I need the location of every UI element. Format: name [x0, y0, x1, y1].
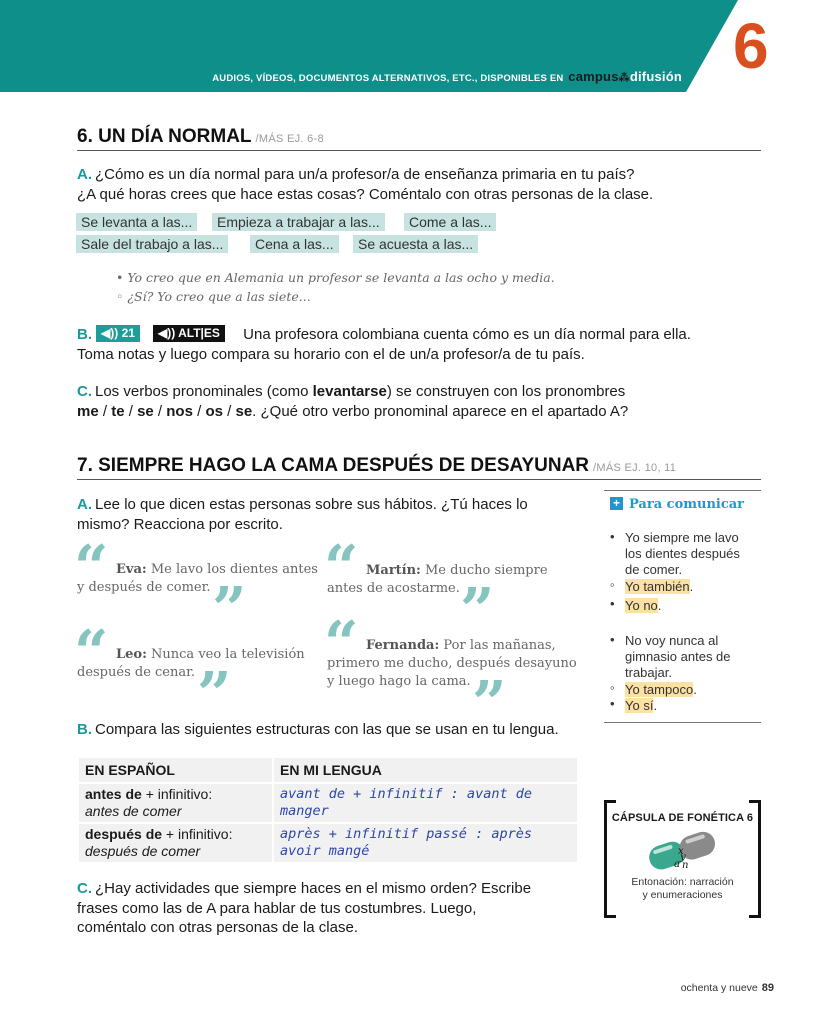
chip-levanta: Se levanta a las... — [76, 213, 197, 231]
quote-martin-l1: Me ducho siempre — [425, 563, 548, 578]
table-header-row — [79, 758, 577, 782]
comparison-table — [77, 756, 579, 864]
quote-martin-name: Martín: — [366, 563, 421, 578]
section-6-a-line1: ¿Cómo es un día normal para un/a profesor/a de enseñanza primaria en tu país? — [95, 166, 635, 183]
page-number: 89 — [761, 982, 774, 994]
plus-icon: + — [610, 497, 623, 510]
section-7-rule — [77, 479, 761, 480]
sidebar-statement-1 — [625, 530, 740, 578]
c-levantarse: levantarse — [312, 383, 387, 400]
section-7-a-line1: Lee lo que dicen estas personas sobre sus hábitos. ¿Tú haces lo — [95, 496, 528, 513]
quote-eva — [77, 561, 322, 597]
bullet-filled-icon: • — [610, 596, 615, 611]
close-quote-icon: ” — [212, 575, 247, 645]
bullet-hollow-icon: ◦ — [610, 577, 615, 592]
quote-eva-l2: y después de comer. — [77, 580, 211, 595]
quote-leo-name: Leo: — [116, 647, 147, 662]
table-cell-structure — [79, 784, 272, 822]
quote-fernanda-l1: Por las mañanas, — [443, 638, 556, 653]
page-number-words: ochenta y nueve — [680, 982, 758, 994]
open-quote-icon: “ — [324, 533, 359, 603]
close-quote-icon: ” — [197, 660, 232, 730]
s1-l1: Yo siempre me lavo — [625, 530, 739, 545]
section-7-a-line2: mismo? Reacciona por escrito. — [77, 515, 283, 533]
chip-come: Come a las... — [404, 213, 496, 231]
example-1 — [116, 270, 555, 285]
svg-text:y: y — [680, 852, 686, 863]
label-b-7: B. — [77, 721, 92, 738]
sidebar-response-2 — [625, 598, 661, 614]
sep: / — [98, 402, 112, 420]
quote-fernanda — [327, 637, 587, 691]
phonetics-capsule[interactable] — [604, 800, 761, 914]
sidebar-response-4 — [625, 698, 657, 714]
s2-l2: gimnasio antes de — [625, 649, 731, 664]
quote-fernanda-name: Fernanda: — [366, 638, 440, 653]
bullet-filled-icon: • — [116, 270, 124, 285]
r4: Yo sí — [625, 698, 654, 713]
table-header-espanol: EN ESPAÑOL — [79, 758, 272, 782]
quote-fernanda-l2: primero me ducho, después desayuno — [327, 656, 577, 671]
structure-example: antes de comer — [85, 803, 182, 819]
s1-l2: los dientes después — [625, 546, 740, 561]
quote-leo-l2: después de cenar. — [77, 665, 196, 680]
audio-track-number: 21 — [121, 326, 135, 340]
r3: Yo tampoco — [625, 682, 694, 697]
brand-difusion: difusión — [629, 69, 682, 84]
section-6-b-line2: Toma notas y luego compara su horario con el de un/a profesor/a de tu país. — [77, 345, 585, 363]
structure-bold: después de — [85, 826, 163, 842]
pronoun-te: te — [111, 402, 125, 420]
page-footer — [681, 982, 774, 994]
section-7-c-line2: frases como las de A para hablar de tus costumbres. Luego, — [77, 899, 477, 917]
r2: Yo no — [625, 598, 658, 613]
pronoun-se: se — [137, 402, 154, 420]
quote-eva-l1: Me lavo los dientes antes — [150, 562, 318, 577]
pronoun-me: me — [77, 402, 99, 420]
open-quote-icon: “ — [324, 609, 359, 679]
open-quote-icon: “ — [74, 533, 109, 603]
bullet-filled-icon: • — [610, 696, 615, 711]
chip-cena: Cena a las... — [250, 235, 339, 253]
section-7-b — [77, 720, 597, 740]
quote-fernanda-l3: y luego hago la cama. — [327, 674, 471, 689]
example-1-text: Yo creo que en Alemania un profesor se levanta a las ocho y media. — [127, 270, 555, 285]
c-text-2: . ¿Qué otro verbo pronominal aparece en el apartado A? — [252, 402, 629, 420]
chip-empieza: Empieza a trabajar a las... — [212, 213, 385, 231]
audio-alt-button[interactable] — [153, 325, 225, 342]
quote-leo-l1: Nunca veo la televisión — [151, 647, 305, 662]
unit-number: 6 — [733, 10, 769, 82]
s1-l3: de comer. — [625, 562, 683, 577]
capsule-subtitle — [604, 876, 761, 902]
bullet-hollow-icon: ◦ — [610, 680, 615, 695]
r2-end: . — [657, 598, 662, 613]
bullet-filled-icon: • — [610, 529, 615, 544]
section-6-title — [77, 126, 324, 148]
svg-text:x: x — [678, 846, 684, 857]
svg-text:a: a — [674, 859, 680, 870]
section-6-heading: 6. UN DÍA NORMAL — [77, 126, 252, 147]
section-6-a-line2: ¿A qué horas crees que hace estas cosas? Coméntalo con otras personas de la clase. — [77, 185, 654, 203]
example-2 — [116, 289, 311, 304]
structure-rest: + infinitivo: — [141, 786, 213, 802]
structure-rest: + infinitivo: — [162, 826, 233, 842]
section-7-ref: /MÁS EJ. 10, 11 — [593, 462, 677, 474]
structure-example: después de comer — [85, 843, 201, 859]
chip-sale: Sale del trabajo a las... — [76, 235, 228, 253]
table-header-mi-lengua: EN MI LENGUA — [274, 758, 577, 782]
s2-l1: No voy nunca al — [625, 633, 719, 648]
sidebar-title — [610, 497, 744, 512]
section-6-a — [77, 165, 767, 204]
r1: Yo también — [625, 579, 690, 594]
resources-banner[interactable] — [212, 69, 682, 84]
section-6-rule — [77, 150, 761, 151]
sidebar-statement-2 — [625, 633, 731, 681]
label-c: C. — [77, 383, 92, 400]
table-cell-my-language[interactable]: après + infinitif passé : après avoir mangé — [274, 824, 577, 862]
svg-text:n: n — [682, 860, 689, 871]
section-7-c-line3: coméntalo con otras personas de la clase. — [77, 919, 358, 936]
pronoun-os: os — [205, 402, 223, 420]
section-7-b-text: Compara las siguientes estructuras con las que se usan en tu lengua. — [95, 721, 559, 738]
open-quote-icon: “ — [74, 618, 109, 688]
header-band — [0, 0, 840, 92]
pronoun-se-2: se — [235, 402, 253, 420]
sidebar-bottom-rule — [604, 722, 761, 723]
close-quote-icon: ” — [460, 576, 495, 646]
banner-text: AUDIOS, VÍDEOS, DOCUMENTOS ALTERNATIVOS, ETC., DISPONIBLES EN — [212, 73, 564, 84]
audio-alt-label: ALT|ES — [178, 326, 220, 340]
section-6-b-line1: Una profesora colombiana cuenta cómo es un día normal para ella. — [243, 326, 691, 343]
bullet-hollow-icon: ◦ — [116, 289, 124, 304]
section-6-c — [77, 382, 777, 421]
section-7-c-line1: ¿Hay actividades que siempre haces en el mismo orden? Escribe — [95, 880, 532, 897]
capsule-sub2: y enumeraciones — [642, 889, 723, 901]
c-text-a: Los verbos pronominales (como — [95, 383, 309, 400]
s2-l3: trabajar. — [625, 665, 672, 680]
capsule-sub1: Entonación: narración — [631, 876, 734, 888]
quote-martin-l2: antes de acostarme. — [327, 581, 460, 596]
section-7-c — [77, 879, 597, 938]
section-7-heading: 7. SIEMPRE HAGO LA CAMA DESPUÉS DE DESAYUNAR — [77, 455, 590, 476]
table-cell-my-language[interactable]: avant de + infinitif : avant de manger — [274, 784, 577, 822]
audio-track-button[interactable] — [96, 325, 140, 342]
example-2-text: ¿Sí? Yo creo que a las siete... — [127, 289, 311, 304]
r4-end: . — [653, 698, 658, 713]
speaker-icon: ◀)) — [101, 326, 119, 340]
pronoun-nos: nos — [166, 402, 193, 420]
c-text-c: ) se construyen con los pronombres — [386, 383, 626, 400]
sidebar-title-text: Para comunicar — [629, 497, 745, 512]
sep: / — [222, 402, 236, 420]
sidebar-response-3 — [625, 682, 697, 698]
bullet-filled-icon: • — [610, 632, 615, 647]
quote-martin — [327, 562, 582, 598]
chip-acuesta: Se acuesta a las... — [353, 235, 478, 253]
section-6-ref: /MÁS EJ. 6-8 — [255, 133, 324, 145]
section-7-a — [77, 495, 597, 534]
brand-campus: campus — [568, 69, 619, 84]
quote-eva-name: Eva: — [116, 562, 147, 577]
r3-end: . — [693, 682, 697, 697]
close-quote-icon: ” — [472, 669, 507, 739]
label-a: A. — [77, 166, 92, 183]
structure-bold: antes de — [85, 786, 142, 802]
r1-end: . — [689, 579, 694, 594]
sidebar-response-1 — [625, 579, 693, 595]
table-row — [79, 784, 577, 822]
label-b: B. — [77, 326, 92, 343]
speaker-icon: ◀)) — [158, 326, 176, 340]
table-cell-structure — [79, 824, 272, 862]
sep: / — [124, 402, 138, 420]
table-row — [79, 824, 577, 862]
capsule-title: CÁPSULA DE FONÉTICA 6 — [611, 812, 754, 824]
pill-capsule-icon — [644, 828, 724, 872]
label-a-7: A. — [77, 496, 92, 513]
people-icon: ⁂ — [618, 72, 630, 84]
label-c-7: C. — [77, 880, 92, 897]
sidebar-top-rule — [604, 490, 761, 491]
sep: / — [192, 402, 206, 420]
sep: / — [153, 402, 167, 420]
section-7-title — [77, 455, 676, 477]
